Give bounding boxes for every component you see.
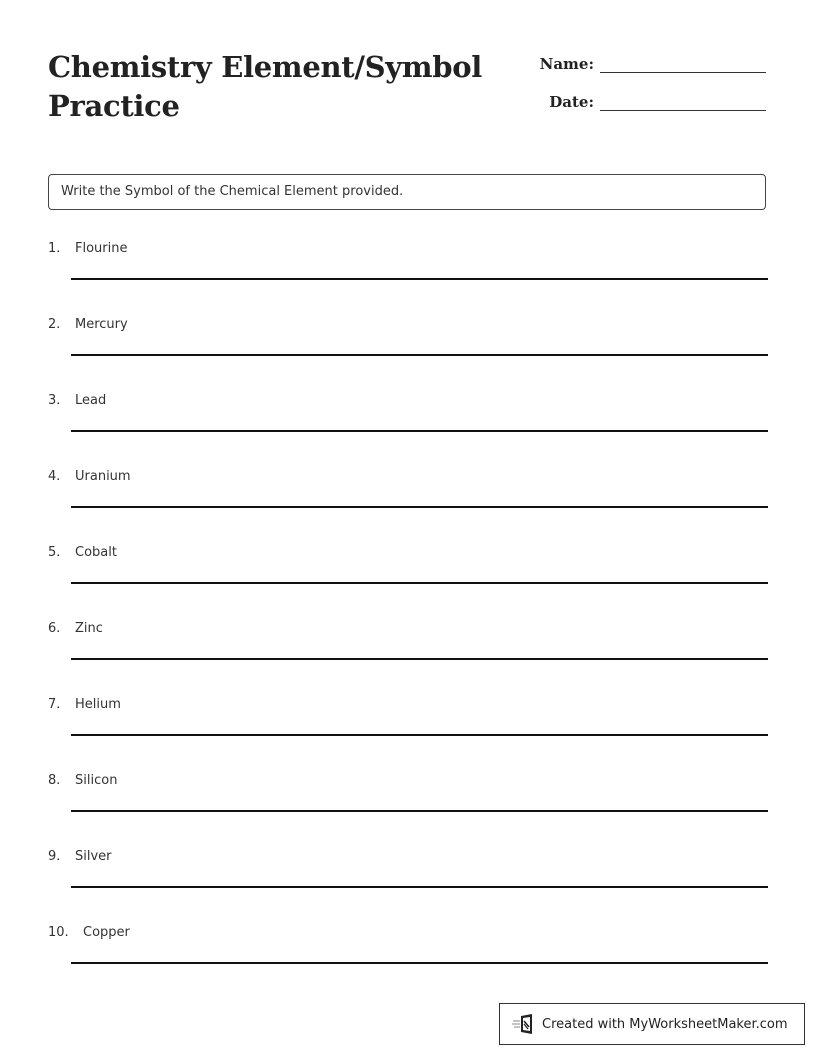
question-label: Silver (75, 849, 112, 864)
question-item (48, 545, 768, 605)
instructions-box: Write the Symbol of the Chemical Element provided. (48, 174, 766, 210)
question-label: Helium (75, 697, 121, 712)
question-number: 3. (48, 393, 61, 408)
answer-line[interactable] (71, 430, 768, 432)
question-item (48, 621, 768, 681)
answer-line[interactable] (71, 506, 768, 508)
date-input-line[interactable] (600, 92, 766, 111)
answer-line[interactable] (71, 582, 768, 584)
question-item (48, 925, 768, 985)
question-label: Mercury (75, 317, 128, 332)
name-label: Name: (539, 55, 594, 73)
name-input-line[interactable] (600, 54, 766, 73)
question-label: Lead (75, 393, 107, 408)
question-number: 9. (48, 849, 61, 864)
question-number: 2. (48, 317, 61, 332)
question-item (48, 241, 768, 301)
question-item (48, 697, 768, 757)
worksheet-title: Chemistry Element/Symbol Practice (48, 50, 482, 123)
question-item (48, 469, 768, 529)
name-field-row (534, 54, 766, 73)
question-number: 7. (48, 697, 61, 712)
answer-line[interactable] (71, 810, 768, 812)
answer-line[interactable] (71, 734, 768, 736)
footer-text: Created with MyWorksheetMaker.com (542, 1016, 788, 1032)
answer-line[interactable] (71, 658, 768, 660)
footer-attribution[interactable] (499, 1003, 805, 1045)
question-item (48, 393, 768, 453)
question-label: Flourine (75, 241, 128, 256)
question-label: Zinc (75, 621, 103, 636)
answer-line[interactable] (71, 886, 768, 888)
question-number: 5. (48, 545, 61, 560)
answer-line[interactable] (71, 278, 768, 280)
question-number: 4. (48, 469, 61, 484)
question-item (48, 317, 768, 377)
answer-line[interactable] (71, 962, 768, 964)
question-item (48, 773, 768, 833)
date-label: Date: (549, 93, 594, 111)
question-label: Uranium (75, 469, 131, 484)
question-item (48, 849, 768, 909)
answer-line[interactable] (71, 354, 768, 356)
date-field-row (534, 92, 766, 111)
question-label: Silicon (75, 773, 118, 788)
question-number: 10. (48, 925, 69, 940)
question-label: Copper (83, 925, 130, 940)
question-label: Cobalt (75, 545, 117, 560)
question-number: 6. (48, 621, 61, 636)
worksheet-maker-logo-icon (512, 1013, 536, 1035)
question-number: 8. (48, 773, 61, 788)
question-number: 1. (48, 241, 61, 256)
